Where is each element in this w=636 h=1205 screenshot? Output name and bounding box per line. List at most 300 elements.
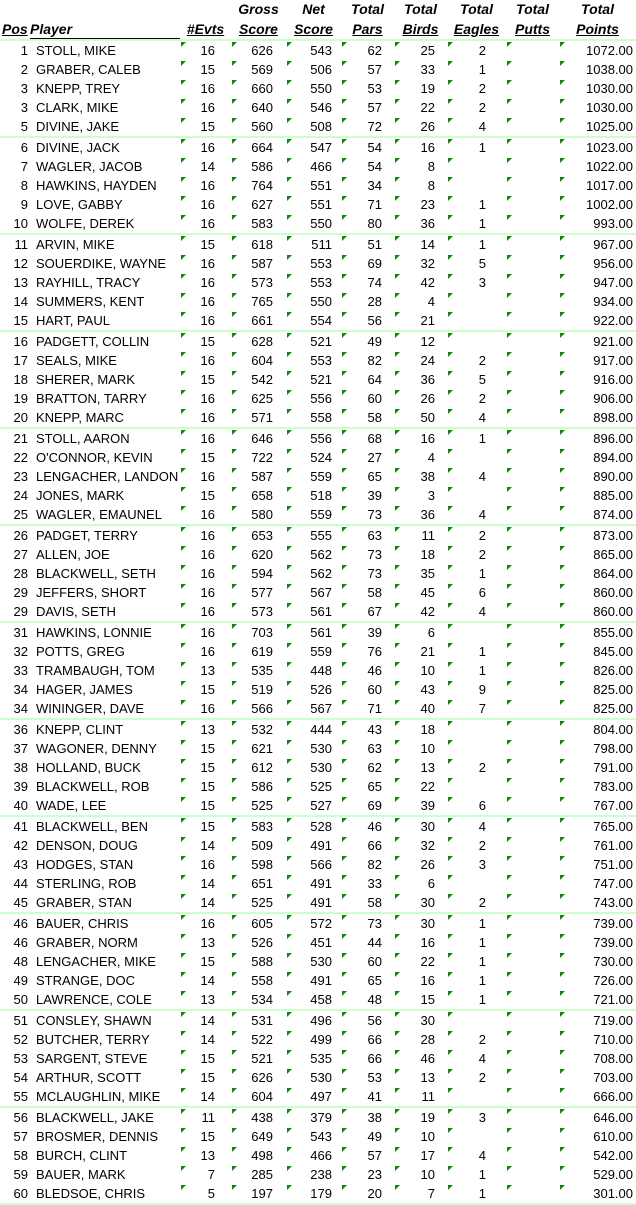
total-eagles-cell: 2	[447, 1068, 506, 1087]
events-cell: 7	[180, 1165, 231, 1184]
player-cell: MCLAUGHLIN, MIKE	[30, 1087, 180, 1107]
table-row	[0, 1107, 636, 1127]
pos-cell: 51	[13, 1013, 28, 1028]
total-eagles-cell: 1	[447, 428, 506, 448]
total-points-cell: 739.00	[559, 933, 636, 952]
table-row	[0, 1068, 636, 1087]
events-cell: 14	[180, 1087, 231, 1107]
total-eagles-cell: 1	[447, 642, 506, 661]
total-putts-cell	[506, 428, 559, 448]
pos-cell: 13	[13, 275, 28, 290]
table-row	[0, 874, 636, 893]
net-score-cell: 521	[286, 331, 341, 351]
player-cell: STRANGE, DOC	[36, 973, 135, 988]
gross-score-cell: 660	[231, 79, 286, 98]
gross-score-cell: 604	[231, 351, 286, 370]
total-birds-cell: 24	[394, 351, 447, 370]
total-birds-cell: 32	[394, 254, 447, 273]
total-putts-cell	[506, 855, 559, 874]
total-eagles-cell: 1	[447, 913, 506, 933]
net-score-cell: 466	[286, 157, 341, 176]
total-putts-cell	[506, 467, 559, 486]
player-cell: POTTS, GREG	[36, 644, 125, 659]
total-birds-cell: 30	[394, 816, 447, 836]
player-cell: ARVIN, MIKE	[36, 237, 115, 252]
total-birds-cell: 16	[394, 428, 447, 448]
player-cell: CONSLEY, SHAWN	[36, 1013, 152, 1028]
events-cell: 15	[180, 370, 231, 389]
total-eagles-cell: 1	[447, 933, 506, 952]
total-points-cell: 873.00	[559, 525, 636, 545]
total-points-cell: 874.00	[559, 505, 636, 525]
total-putts-cell	[506, 990, 559, 1010]
total-putts-cell	[506, 816, 559, 836]
total-points-cell: 865.00	[559, 545, 636, 564]
table-row	[0, 1030, 636, 1049]
gross-score-cell: 569	[231, 60, 286, 79]
gross-score-cell: 535	[231, 661, 286, 680]
net-score-cell: 566	[286, 855, 341, 874]
total-birds-cell: 26	[394, 117, 447, 137]
total-pars-cell: 58	[341, 583, 394, 602]
total-points-cell: 1025.00	[559, 117, 636, 137]
events-cell: 16	[180, 389, 231, 408]
header-birds-top: Total	[404, 1, 437, 17]
total-birds-cell: 17	[394, 1146, 447, 1165]
player-cell: LAWRENCE, COLE	[30, 990, 180, 1010]
total-birds-cell: 22	[394, 777, 447, 796]
gross-score-cell: 573	[231, 602, 286, 622]
pos-cell: 54	[13, 1070, 28, 1085]
player-cell: DIVINE, JAKE	[30, 117, 180, 137]
total-putts-cell	[506, 661, 559, 680]
table-row	[0, 719, 636, 739]
events-cell: 16	[180, 137, 231, 157]
gross-score-cell: 765	[231, 292, 286, 311]
total-putts-cell	[506, 1087, 559, 1107]
gross-score-cell: 580	[231, 505, 286, 525]
gross-score-cell: 618	[231, 234, 286, 254]
total-points-cell: 765.00	[559, 816, 636, 836]
total-pars-cell: 39	[341, 486, 394, 505]
net-score-cell: 379	[286, 1107, 341, 1127]
player-cell: O'CONNOR, KEVIN	[36, 450, 153, 465]
total-pars-cell: 49	[341, 331, 394, 351]
total-putts-cell	[506, 505, 559, 525]
total-eagles-cell: 1	[447, 60, 506, 79]
pos-cell: 38	[13, 760, 28, 775]
gross-score-cell: 646	[231, 428, 286, 448]
events-cell: 16	[180, 273, 231, 292]
leaderboard-rows	[0, 40, 636, 1204]
total-points-cell: 301.00	[559, 1184, 636, 1204]
table-row	[0, 816, 636, 836]
net-score-cell: 546	[286, 98, 341, 117]
total-points-cell: 767.00	[559, 796, 636, 816]
pos-cell: 27	[13, 547, 28, 562]
table-row	[0, 292, 636, 311]
total-pars-cell: 66	[341, 836, 394, 855]
total-birds-cell: 36	[394, 505, 447, 525]
gross-score-cell: 627	[231, 195, 286, 214]
pos-cell: 46	[13, 916, 28, 931]
header-points-top: Total	[581, 1, 614, 17]
total-birds-cell: 36	[394, 214, 447, 234]
gross-score-cell: 661	[231, 311, 286, 331]
table-row	[0, 680, 636, 699]
total-birds-cell: 10	[394, 739, 447, 758]
net-score-cell: 525	[286, 777, 341, 796]
total-putts-cell	[506, 1068, 559, 1087]
pos-cell: 44	[13, 876, 28, 891]
pos-cell: 20	[0, 408, 30, 428]
net-score-cell: 496	[286, 1010, 341, 1030]
total-birds-cell: 18	[394, 545, 447, 564]
table-row	[0, 796, 636, 816]
total-eagles-cell	[447, 486, 506, 505]
pos-cell: 46	[13, 935, 28, 950]
gross-score-cell: 525	[231, 796, 286, 816]
table-row	[0, 448, 636, 467]
player-cell: WADE, LEE	[30, 796, 180, 816]
events-cell: 16	[180, 195, 231, 214]
total-putts-cell	[506, 1127, 559, 1146]
total-eagles-cell: 1	[447, 234, 506, 254]
total-eagles-cell: 1	[447, 952, 506, 971]
total-pars-cell: 20	[341, 1184, 394, 1204]
table-row	[0, 351, 636, 370]
player-cell: BURCH, CLINT	[36, 1148, 128, 1163]
total-birds-cell: 21	[394, 642, 447, 661]
events-cell: 15	[180, 816, 231, 836]
total-points-cell: 761.00	[559, 836, 636, 855]
net-score-cell: 543	[286, 1127, 341, 1146]
gross-score-cell: 640	[231, 98, 286, 117]
total-pars-cell: 60	[341, 389, 394, 408]
net-score-cell: 444	[286, 719, 341, 739]
gross-score-cell: 586	[231, 157, 286, 176]
events-cell: 16	[180, 525, 231, 545]
total-birds-cell: 42	[394, 602, 447, 622]
total-putts-cell	[506, 952, 559, 971]
total-pars-cell: 67	[341, 602, 394, 622]
gross-score-cell: 594	[231, 564, 286, 583]
header-net-bottom: Score	[286, 19, 341, 40]
table-row	[0, 739, 636, 758]
total-birds-cell: 19	[394, 79, 447, 98]
events-cell: 16	[180, 583, 231, 602]
events-cell: 14	[180, 157, 231, 176]
gross-score-cell: 621	[231, 739, 286, 758]
total-eagles-cell: 4	[447, 505, 506, 525]
total-pars-cell: 82	[341, 351, 394, 370]
total-putts-cell	[506, 1146, 559, 1165]
total-points-cell: 898.00	[559, 408, 636, 428]
total-eagles-cell: 4	[447, 117, 506, 137]
total-eagles-cell: 2	[447, 79, 506, 98]
gross-score-cell: 498	[231, 1146, 286, 1165]
total-putts-cell	[506, 311, 559, 331]
pos-cell: 49	[13, 973, 28, 988]
net-score-cell: 530	[286, 758, 341, 777]
total-points-cell: 666.00	[559, 1087, 636, 1107]
total-birds-cell: 33	[394, 60, 447, 79]
total-eagles-cell: 5	[447, 370, 506, 389]
player-cell: STOLL, MIKE	[36, 43, 116, 58]
events-cell: 16	[180, 467, 231, 486]
pos-cell: 56	[13, 1110, 28, 1125]
total-birds-cell: 45	[394, 583, 447, 602]
gross-score-cell: 521	[231, 1049, 286, 1068]
net-score-cell: 572	[286, 913, 341, 933]
total-birds-cell: 11	[394, 525, 447, 545]
total-birds-cell: 4	[394, 448, 447, 467]
player-cell: SHERER, MARK	[36, 372, 135, 387]
total-points-cell: 825.00	[559, 699, 636, 719]
header-putts-bottom: Putts	[506, 19, 559, 40]
table-row	[0, 311, 636, 331]
net-score-cell: 491	[286, 971, 341, 990]
total-points-cell: 1002.00	[559, 195, 636, 214]
header-gross-bottom: Score	[231, 19, 286, 40]
net-score-cell: 551	[286, 195, 341, 214]
events-cell: 16	[180, 642, 231, 661]
total-points-cell: 798.00	[559, 739, 636, 758]
total-eagles-cell	[447, 874, 506, 893]
total-pars-cell: 57	[341, 1146, 394, 1165]
total-eagles-cell: 9	[447, 680, 506, 699]
total-points-cell: 826.00	[559, 661, 636, 680]
total-putts-cell	[506, 1107, 559, 1127]
gross-score-cell: 583	[231, 816, 286, 836]
pos-cell: 59	[13, 1167, 28, 1182]
total-birds-cell: 36	[394, 370, 447, 389]
total-eagles-cell: 2	[447, 545, 506, 564]
total-pars-cell: 44	[341, 933, 394, 952]
gross-score-cell: 566	[231, 699, 286, 719]
pos-cell: 48	[13, 954, 28, 969]
total-pars-cell: 82	[341, 855, 394, 874]
total-putts-cell	[506, 893, 559, 913]
player-cell: HAWKINS, LONNIE	[36, 625, 152, 640]
total-putts-cell	[506, 525, 559, 545]
events-cell: 16	[180, 351, 231, 370]
net-score-cell: 526	[286, 680, 341, 699]
table-row	[0, 952, 636, 971]
gross-score-cell: 560	[231, 117, 286, 137]
net-score-cell: 466	[286, 1146, 341, 1165]
total-birds-cell: 10	[394, 1165, 447, 1184]
total-putts-cell	[506, 758, 559, 777]
net-score-cell: 567	[286, 699, 341, 719]
total-points-cell: 906.00	[559, 389, 636, 408]
total-pars-cell: 54	[341, 157, 394, 176]
total-eagles-cell: 1	[447, 137, 506, 157]
total-points-cell: 1030.00	[559, 79, 636, 98]
player-cell: BUTCHER, TERRY	[36, 1032, 150, 1047]
net-score-cell: 491	[286, 874, 341, 893]
events-cell: 16	[180, 40, 231, 60]
total-eagles-cell: 1	[447, 990, 506, 1010]
net-score-cell: 561	[286, 602, 341, 622]
table-row	[0, 40, 636, 60]
total-eagles-cell	[447, 331, 506, 351]
gross-score-cell: 197	[231, 1184, 286, 1204]
total-birds-cell: 21	[394, 311, 447, 331]
events-cell: 15	[180, 448, 231, 467]
events-cell: 15	[180, 680, 231, 699]
total-points-cell: 719.00	[559, 1010, 636, 1030]
table-row	[0, 933, 636, 952]
total-points-cell: 730.00	[559, 952, 636, 971]
total-eagles-cell: 6	[447, 583, 506, 602]
gross-score-cell: 703	[231, 622, 286, 642]
table-row	[0, 855, 636, 874]
gross-score-cell: 558	[231, 971, 286, 990]
gross-score-cell: 764	[231, 176, 286, 195]
total-pars-cell: 62	[341, 40, 394, 60]
player-cell: LOVE, GABBY	[36, 197, 123, 212]
table-row	[0, 1165, 636, 1184]
total-pars-cell: 76	[341, 642, 394, 661]
table-row	[0, 273, 636, 292]
total-pars-cell: 53	[341, 79, 394, 98]
total-eagles-cell	[447, 777, 506, 796]
events-cell: 15	[180, 1068, 231, 1087]
total-points-cell: 896.00	[559, 428, 636, 448]
net-score-cell: 551	[286, 176, 341, 195]
pos-cell: 8	[20, 178, 28, 193]
pos-cell: 26	[13, 528, 28, 543]
gross-score-cell: 612	[231, 758, 286, 777]
pos-cell: 55	[0, 1087, 30, 1107]
table-row	[0, 583, 636, 602]
events-cell: 15	[180, 331, 231, 351]
total-birds-cell: 8	[394, 176, 447, 195]
pos-cell: 11	[14, 237, 28, 252]
pos-cell: 28	[13, 566, 28, 581]
gross-score-cell: 542	[231, 370, 286, 389]
total-putts-cell	[506, 234, 559, 254]
pos-cell: 29	[13, 585, 28, 600]
total-points-cell: 747.00	[559, 874, 636, 893]
total-points-cell: 860.00	[559, 583, 636, 602]
total-pars-cell: 28	[341, 292, 394, 311]
gross-score-cell: 519	[231, 680, 286, 699]
header-eagles-top: Total	[460, 1, 493, 17]
total-putts-cell	[506, 40, 559, 60]
net-score-cell: 553	[286, 351, 341, 370]
total-putts-cell	[506, 583, 559, 602]
total-putts-cell	[506, 157, 559, 176]
pos-cell: 16	[13, 334, 28, 349]
total-eagles-cell: 1	[447, 661, 506, 680]
pos-cell: 7	[20, 159, 28, 174]
total-pars-cell: 72	[341, 117, 394, 137]
total-points-cell: 1072.00	[559, 40, 636, 60]
gross-score-cell: 525	[231, 893, 286, 913]
events-cell: 14	[180, 971, 231, 990]
total-putts-cell	[506, 874, 559, 893]
header-points-bottom: Points	[559, 19, 636, 40]
total-putts-cell	[506, 137, 559, 157]
total-birds-cell: 26	[394, 855, 447, 874]
header-player: Player	[30, 21, 180, 39]
events-cell: 15	[180, 1049, 231, 1068]
net-score-cell: 556	[286, 389, 341, 408]
pos-cell: 45	[0, 893, 30, 913]
pos-cell: 17	[13, 353, 28, 368]
total-birds-cell: 6	[394, 874, 447, 893]
total-pars-cell: 46	[341, 661, 394, 680]
table-row	[0, 234, 636, 254]
total-points-cell: 791.00	[559, 758, 636, 777]
total-birds-cell: 13	[394, 758, 447, 777]
table-row	[0, 990, 636, 1010]
pos-cell: 42	[13, 838, 28, 853]
pos-cell: 21	[13, 431, 28, 446]
total-pars-cell: 62	[341, 758, 394, 777]
total-putts-cell	[506, 117, 559, 137]
total-points-cell: 710.00	[559, 1030, 636, 1049]
total-birds-cell: 15	[394, 990, 447, 1010]
net-score-cell: 543	[286, 40, 341, 60]
total-eagles-cell	[447, 1127, 506, 1146]
events-cell: 16	[180, 545, 231, 564]
pos-cell: 41	[13, 819, 28, 834]
player-cell: BLACKWELL, BEN	[36, 819, 148, 834]
gross-score-cell: 653	[231, 525, 286, 545]
events-cell: 11	[180, 1107, 231, 1127]
events-cell: 14	[180, 836, 231, 855]
total-eagles-cell	[447, 739, 506, 758]
pos-cell: 60	[0, 1184, 30, 1204]
total-putts-cell	[506, 292, 559, 311]
player-cell: DIVINE, JACK	[36, 140, 120, 155]
total-pars-cell: 71	[341, 195, 394, 214]
total-eagles-cell: 3	[447, 273, 506, 292]
gross-score-cell: 604	[231, 1087, 286, 1107]
total-eagles-cell: 1	[447, 971, 506, 990]
table-row	[0, 157, 636, 176]
total-birds-cell: 40	[394, 699, 447, 719]
net-score-cell: 559	[286, 642, 341, 661]
events-cell: 13	[180, 933, 231, 952]
gross-score-cell: 571	[231, 408, 286, 428]
pos-cell: 50	[0, 990, 30, 1010]
gross-score-cell: 598	[231, 855, 286, 874]
events-cell: 14	[180, 874, 231, 893]
table-row	[0, 893, 636, 913]
total-birds-cell: 22	[394, 98, 447, 117]
events-cell: 16	[180, 254, 231, 273]
total-putts-cell	[506, 796, 559, 816]
total-eagles-cell: 2	[447, 893, 506, 913]
player-cell: SOUERDIKE, WAYNE	[36, 256, 167, 271]
total-birds-cell: 13	[394, 1068, 447, 1087]
net-score-cell: 511	[286, 234, 341, 254]
player-cell: JONES, MARK	[36, 488, 125, 503]
table-row	[0, 254, 636, 273]
player-cell: CLARK, MIKE	[36, 100, 119, 115]
gross-score-cell: 619	[231, 642, 286, 661]
net-score-cell: 491	[286, 893, 341, 913]
table-row	[0, 1184, 636, 1204]
net-score-cell: 535	[286, 1049, 341, 1068]
player-cell: STOLL, AARON	[36, 431, 130, 446]
total-birds-cell: 16	[394, 971, 447, 990]
net-score-cell: 562	[286, 545, 341, 564]
